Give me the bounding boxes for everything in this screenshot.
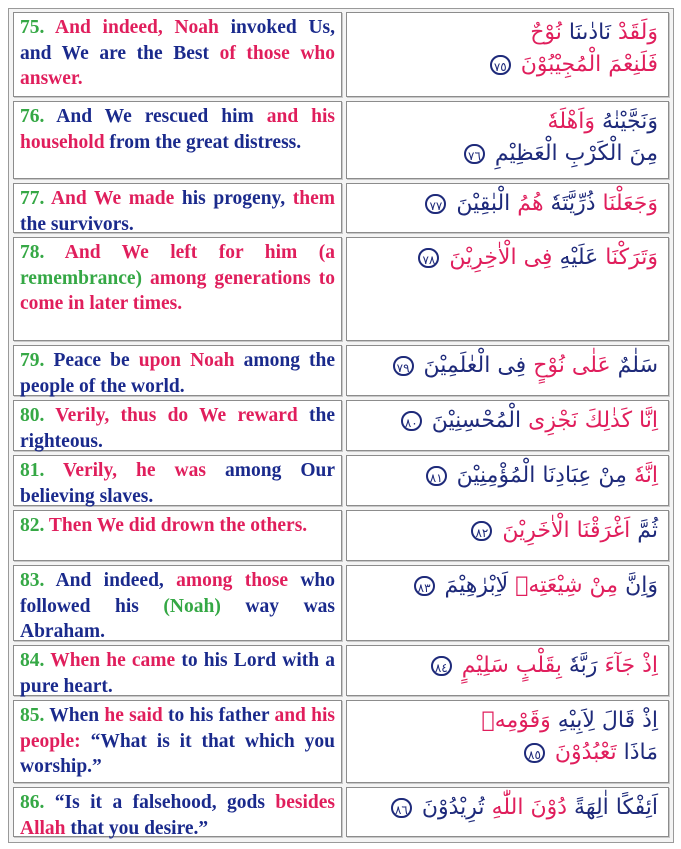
arabic-segment: مِنَ الْكَرْبِ الْعَظِيْمِ [494,141,658,166]
arabic-segment: الْمُحْسِنِيْنَ [431,408,522,433]
translation-text [20,240,335,317]
translation-cell [13,565,342,641]
verse-number: 83. [20,570,45,591]
arabic-cell [346,101,669,179]
arabic-segment: وَاَهْلَهٗ [547,109,595,134]
arabic-cell [346,400,669,451]
arabic-segment: وَنَجَّيْنٰهُ [601,109,658,134]
translation-segment: When he came [50,650,176,671]
arabic-cell [346,787,669,837]
arabic-cell [346,510,669,561]
translation-cell [13,345,342,396]
translation-segment: upon Noah [138,350,235,371]
arabic-cell [346,237,669,341]
arabic-line [357,17,658,49]
translation-segment: who followed his [20,570,335,617]
arabic-segment: عَلٰى نُوْحٍ [533,353,611,378]
arabic-segment: بِقَلْبٍ سَلِيْمٍ [461,653,562,678]
translation-segment: and his people: [20,705,336,752]
translation-text [20,790,335,841]
verse-row [13,183,669,233]
translation-segment: And indeed, [55,570,164,591]
verse-row [13,700,669,783]
verse-row [13,787,669,837]
arabic-cell [346,183,669,233]
arabic-segment: عَلَيْهِ [559,245,599,270]
arabic-cell [346,12,669,97]
translation-segment: way was Abraham. [20,595,335,642]
arabic-line [357,138,658,170]
translation-segment: from the great distress. [109,131,302,153]
verse-number: 82. [20,515,45,536]
translation-segment: Noah [174,17,219,38]
translation-text [20,15,335,92]
translation-text [20,403,335,454]
arabic-line [357,705,658,737]
translation-segment: he was [136,460,206,481]
verse-end-marker: ٨٦ [391,798,412,818]
verse-row [13,12,669,97]
translation-segment: to his father [168,705,270,726]
translation-segment: them [292,188,336,209]
arabic-segment: مَاذَا [623,740,658,765]
verse-end-marker: ٨٠ [401,411,422,431]
arabic-segment: وَلَقَدْ [617,20,658,45]
arabic-segment: فَلَنِعْمَ [608,52,658,77]
arabic-line [357,350,658,382]
verse-end-marker: ٧٨ [418,248,439,268]
verse-end-marker: ٧٧ [425,194,446,214]
verse-row [13,645,669,696]
arabic-line [357,405,658,437]
arabic-segment: نَادٰىنَا [568,20,611,45]
translation-cell [13,787,342,837]
translation-segment: among the people of the world. [20,350,336,397]
verse-end-marker: ٨٥ [524,743,545,763]
translation-segment: Verily, thus do We reward [55,405,298,426]
translation-cell [13,455,342,506]
arabic-segment: مِنْ عِبَادِنَا الْمُؤْمِنِيْنَ [456,463,627,488]
translation-segment: When [49,705,100,726]
arabic-line [357,650,658,682]
translation-segment: (Noah) [163,595,221,617]
arabic-line [357,242,658,274]
verse-number: 75. [20,17,45,38]
arabic-cell [346,645,669,696]
arabic-segment: وَاِنَّ [625,573,658,598]
arabic-segment: هُمُ [517,191,544,216]
translation-segment: the others. [219,515,308,536]
arabic-segment: فِى الْعٰلَمِيْنَ [423,353,527,378]
verse-table [8,8,674,843]
arabic-segment: اِذْ قَالَ لِاَبِيْهِ [557,708,658,733]
translation-text [20,568,335,645]
verse-number: 86. [20,792,45,813]
arabic-segment: تُرِيْدُوْنَ [421,795,485,820]
verse-row [13,345,669,396]
translation-segment: among Our believing slaves. [20,460,336,507]
translation-text [20,104,335,155]
translation-segment: he said [104,705,163,726]
translation-segment: and his household [20,106,335,153]
verse-number: 81. [20,460,45,481]
translation-cell [13,101,342,179]
verse-number: 78. [20,242,45,263]
arabic-segment: اَئِفْكًا اٰلِهَةً [574,795,658,820]
verse-number: 77. [20,188,45,209]
translation-segment: of those who answer. [20,42,335,89]
translation-text [20,186,335,237]
verse-number: 76. [20,106,45,127]
translation-cell [13,183,342,233]
arabic-segment: الْمُجِيْبُوْنَ [520,52,602,77]
arabic-segment: وَجَعَلْنَا [602,191,658,216]
translation-segment: to his Lord with a pure heart. [20,650,335,697]
arabic-segment: دُوْنَ اللّٰهِ [491,795,568,820]
translation-segment: Peace be [53,350,130,371]
arabic-segment: اِذْ جَآءَ [604,653,658,678]
verse-row [13,101,669,179]
translation-cell [13,510,342,561]
verse-row [13,510,669,561]
translation-cell [13,400,342,451]
verse-number: 79. [20,350,45,371]
verse-number: 80. [20,405,45,426]
verse-end-marker: ٧٥ [490,55,511,75]
translation-cell [13,645,342,696]
arabic-cell [346,565,669,641]
verse-end-marker: ٧٦ [464,144,485,164]
arabic-line [357,106,658,138]
arabic-segment: الْبٰقِيْنَ [456,191,511,216]
arabic-line [357,792,658,824]
arabic-segment: سَلٰمٌ [617,353,658,378]
translation-segment: And indeed, [55,17,163,38]
verse-row [13,565,669,641]
arabic-segment: اِنَّا كَذٰلِكَ نَجْزِى [528,408,658,433]
translation-text [20,648,335,699]
arabic-segment: مِنْ شِيْعَتِهٖ [515,573,619,598]
translation-cell [13,12,342,97]
verse-number: 84. [20,650,45,671]
arabic-cell [346,345,669,396]
verse-end-marker: ٨٤ [431,656,452,676]
verse-end-marker: ٨٣ [414,576,435,596]
translation-segment: invoked Us, and We are the Best [20,17,335,64]
arabic-segment: نُوْحٌ [530,20,562,45]
arabic-segment: فِى الْاٰخِرِيْنَ [449,245,553,270]
translation-segment: “Is it a falsehood, gods [54,792,265,813]
translation-segment: And We left for him (a [64,242,335,263]
translation-segment: “What is it that which you worship.” [20,730,336,777]
arabic-line [357,460,658,492]
arabic-line [357,49,658,81]
verse-end-marker: ٧٩ [393,356,414,376]
translation-text [20,458,335,509]
arabic-segment: لَاِبْرٰهِيْمَ [444,573,509,598]
arabic-line [357,188,658,220]
translation-cell [13,700,342,783]
verse-row [13,400,669,451]
translation-cell [13,237,342,341]
verse-end-marker: ٨١ [426,466,447,486]
translation-segment: besides Allah [20,792,335,839]
verse-row [13,455,669,506]
translation-segment: the righteous. [20,405,335,452]
translation-segment: And We rescued him [56,106,254,127]
translation-segment: And We made [50,188,175,209]
verse-end-marker: ٨٢ [471,521,492,541]
arabic-segment: تَعْبُدُوْنَ [554,740,617,765]
translation-segment: Then We did drown [48,515,215,536]
arabic-cell [346,455,669,506]
translation-segment: Verily, [63,460,118,481]
arabic-line [357,515,658,547]
translation-text [20,348,335,399]
translation-segment: the survivors. [20,213,134,235]
arabic-segment: اَغْرَقْنَا الْاٰخَرِيْنَ [502,518,631,543]
arabic-segment: وَتَرَكْنَا [605,245,658,270]
arabic-segment: اِنَّهٗ [633,463,658,488]
arabic-segment: وَقَوْمِهٖ [481,708,551,733]
arabic-segment: ثُمَّ [637,518,658,543]
arabic-line [357,737,658,769]
translation-segment: among those [176,570,289,591]
verse-row [13,237,669,341]
arabic-segment: رَبَّهٗ [568,653,598,678]
translation-text [20,513,335,539]
verse-number: 85. [20,705,45,726]
translation-segment: his progeny, [181,188,286,209]
arabic-cell [346,700,669,783]
arabic-segment: ذُرِّيَّتَهٗ [550,191,596,216]
translation-segment: that you desire.” [70,817,209,839]
translation-segment: remembrance) [20,267,142,289]
translation-segment: among generations to come in later times. [20,267,335,314]
arabic-line [357,570,658,602]
translation-text [20,703,335,780]
